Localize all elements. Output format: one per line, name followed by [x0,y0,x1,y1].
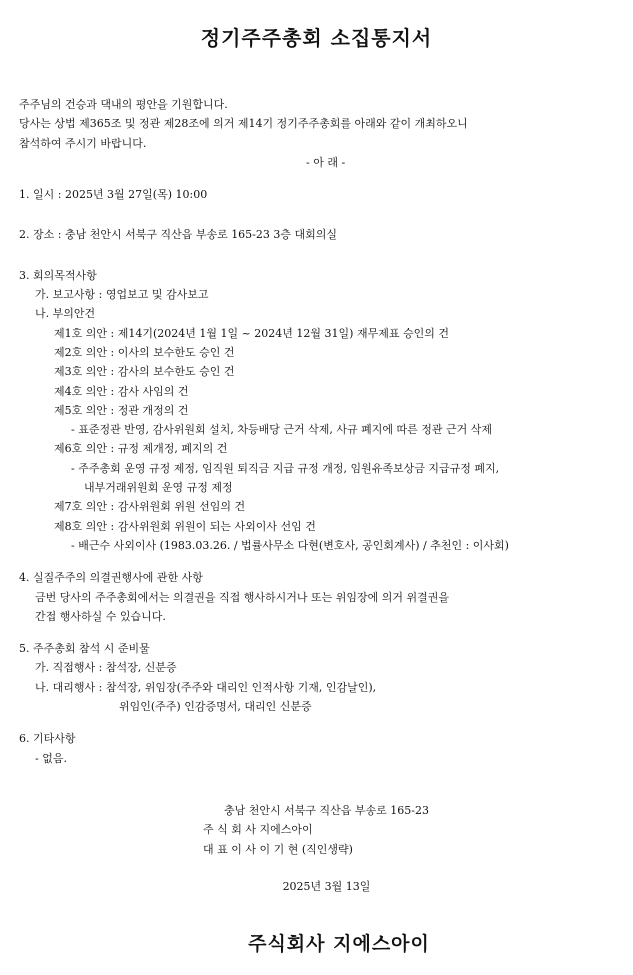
agenda-5: 제5호 의안 : 정관 개정의 건 [54,403,189,417]
signature-block [0,801,633,859]
item-voting-heading: 4. 실질주주의 의결권행사에 관한 사항 [19,571,203,585]
agenda-1: 제1호 의안 : 제14기(2024년 1월 1일 ~ 2024년 12월 31일) 재무제표 승인의 건 [54,326,449,340]
company-line: 주 식 회 사 지에스아이 [203,823,313,837]
below-marker: - 아 래 - [306,155,346,169]
item-venue: 2. 장소 : 충남 천안시 서북구 직산읍 부송로 165-23 3층 대회의실 [19,228,338,242]
notice-date: 2025년 3월 13일 [282,880,371,893]
agenda-2: 제2호 의안 : 이사의 보수한도 승인 건 [54,345,235,359]
agenda-7: 제7호 의안 : 감사위원회 위원 선임의 건 [54,500,246,514]
intro-line-1: 주주님의 건승과 댁내의 평안을 기원합니다. [19,98,228,111]
agenda-3: 제3호 의안 : 감사의 보수한도 승인 건 [54,365,235,379]
preparation-proxy: 나. 대리행사 : 참석장, 위임장(주주와 대리인 인적사항 기재, 인감날인), [35,680,377,694]
item-agenda-heading: 3. 회의목적사항 [19,268,97,282]
report-items: 가. 보고사항 : 영업보고 및 감사보고 [35,288,209,302]
company-name: 주식회사 지에스아이 [248,933,430,955]
other-none: - 없음. [35,751,67,765]
item-other-heading: 6. 기타사항 [19,732,76,746]
agenda-6-note-1: - 주주총회 운영 규정 제정, 임직원 퇴직금 지급 규정 개정, 임원유족보상금 지급규정 폐지, [71,461,500,475]
item-preparation-heading: 5. 주주총회 참석 시 준비물 [19,642,150,656]
resolution-heading: 나. 부의안건 [35,307,96,321]
agenda-8: 제8호 의안 : 감사위원회 위원이 되는 사외이사 선임 건 [54,519,316,533]
item-date-time: 1. 일시 : 2025년 3월 27일(목) 10:00 [19,188,208,202]
intro-line-3: 참석하여 주시기 바랍니다. [19,136,147,150]
ceo-line: 대 표 이 사 이 기 현 (직인생략) [203,842,353,856]
agenda-5-note: - 표준정관 반영, 감사위원회 설치, 차등배당 근거 삭제, 사규 폐지에 따른 정관 근거 삭제 [71,423,492,437]
document-title: 정기주주총회 소집통지서 [200,26,433,50]
preparation-direct: 가. 직접행사 : 참석장, 신분증 [35,661,177,675]
company-address: 충남 천안시 서북구 직산읍 부송로 165-23 [224,804,429,817]
agenda-6: 제6호 의안 : 규정 제개정, 폐지의 건 [54,442,228,456]
voting-line-1: 금번 당사의 주주총회에서는 의결권을 직접 행사하시거나 또는 위임장에 의거 위결권을 [35,590,450,604]
preparation-proxy-2: 위임인(주주) 인감증명서, 대리인 신분증 [119,700,312,714]
agenda-6-note-2: 내부거래위원회 운영 규정 제정 [84,481,233,495]
intro-line-2: 당사는 상법 제365조 및 정관 제28조에 의거 제14기 정기주주총회를 아래와 같이 개최하오니 [19,117,468,131]
agenda-4: 제4호 의안 : 감사 사임의 건 [54,384,189,398]
voting-line-2: 간접 행사하실 수 있습니다. [35,609,166,623]
notice-body [19,95,619,768]
agenda-8-note: - 배근수 사외이사 (1983.03.26. / 법률사무소 다현(변호사, 공인회계사) / 추천인 : 이사회) [71,538,509,552]
